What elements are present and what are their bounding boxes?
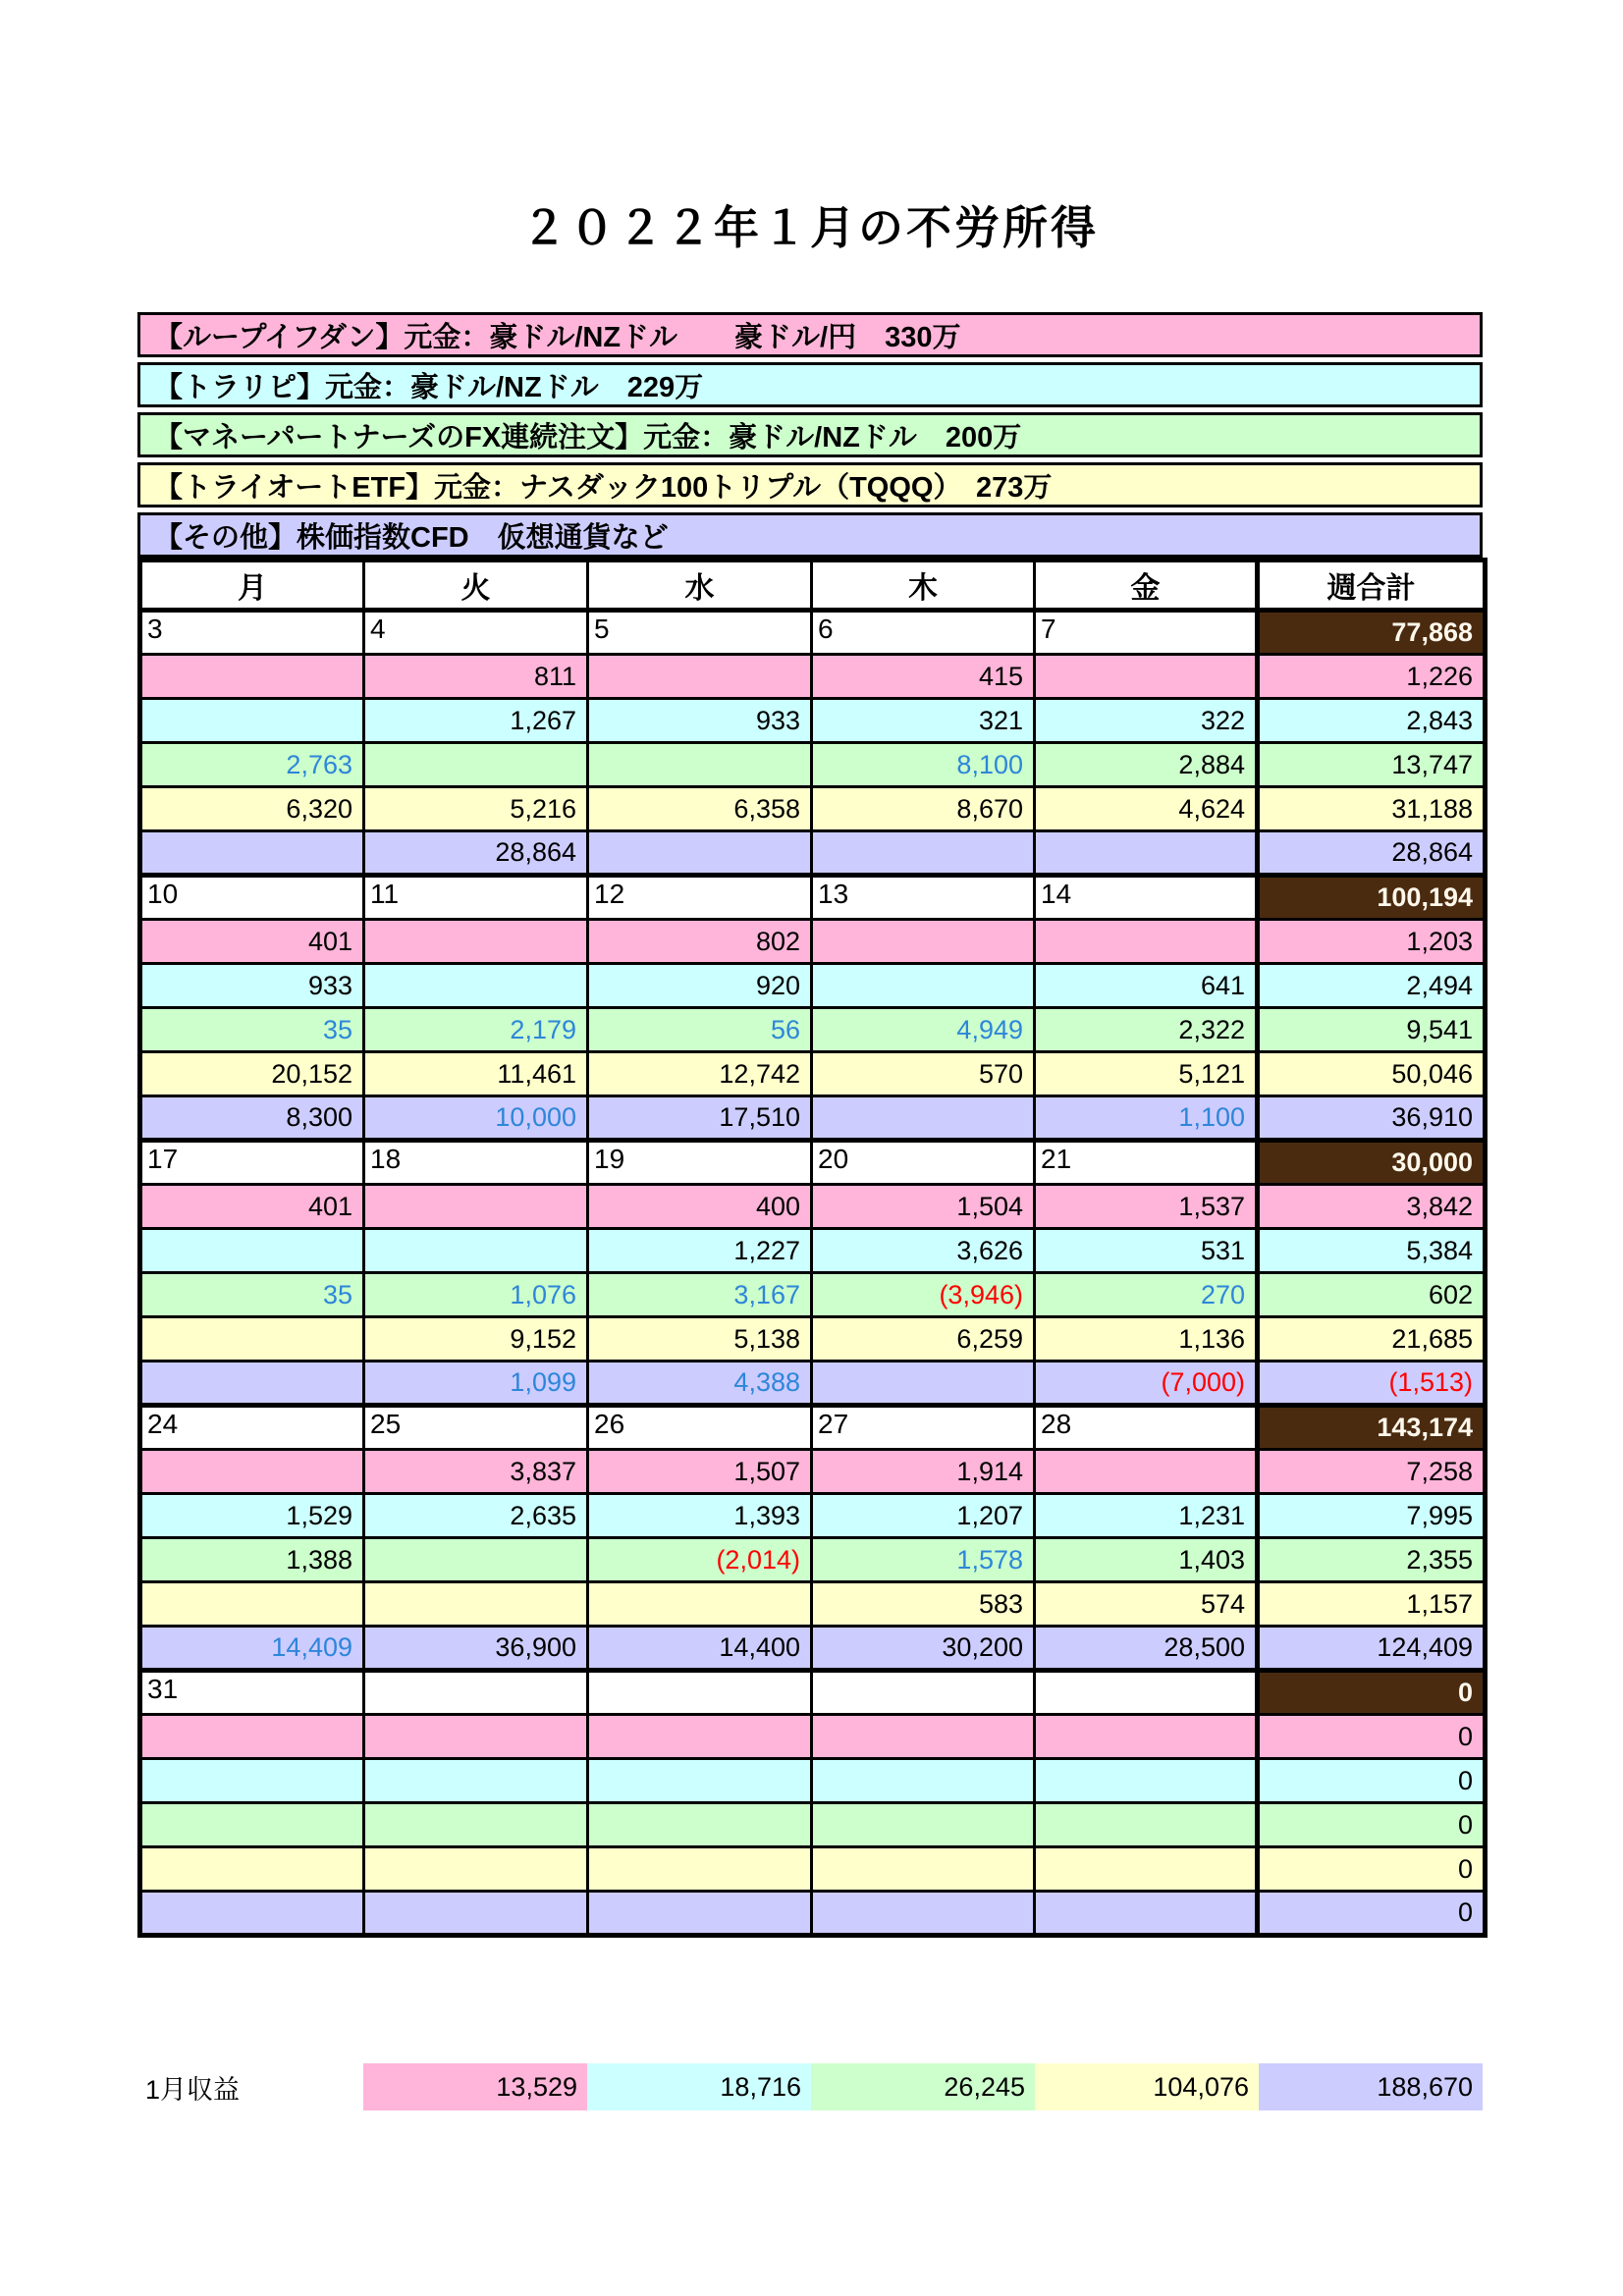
day-number-cell[interactable]: 21 [1035,1141,1258,1185]
income-cell-money-partners[interactable] [588,1803,812,1847]
category-row-toraripi [140,1494,1486,1538]
income-cell-sonota[interactable] [140,831,364,876]
summary-value-triauto-etf[interactable]: 104,076 [1035,2063,1259,2110]
row-total-cell-loop-ifudan[interactable]: 1,226 [1258,655,1486,699]
category-row-sonota [140,1627,1486,1671]
income-cell-sonota[interactable]: 4,388 [588,1362,812,1406]
legend-item-triauto-etf [137,462,1483,507]
row-total-cell-triauto-etf[interactable]: 0 [1258,1847,1486,1892]
category-row-money-partners [140,743,1486,787]
week-day-number-row [140,1671,1486,1715]
income-cell-triauto-etf[interactable] [588,1582,812,1627]
income-cell-triauto-etf[interactable] [588,1847,812,1892]
day-number-cell[interactable]: 18 [364,1141,588,1185]
income-calendar-table [137,558,1488,1938]
income-cell-sonota[interactable] [364,1892,588,1936]
day-number-cell[interactable]: 4 [364,611,588,655]
income-cell-toraripi[interactable]: 3,626 [812,1229,1035,1273]
income-cell-sonota[interactable]: 14,409 [140,1627,364,1671]
col-header-friday: 金 [1035,561,1258,611]
income-cell-money-partners[interactable]: 270 [1035,1273,1258,1317]
income-cell-money-partners[interactable]: 8,100 [812,743,1035,787]
income-cell-toraripi[interactable] [364,1229,588,1273]
day-number-cell[interactable]: 14 [1035,876,1258,920]
row-total-cell-toraripi[interactable]: 2,843 [1258,699,1486,743]
income-cell-money-partners[interactable] [588,743,812,787]
income-cell-money-partners[interactable] [812,1803,1035,1847]
col-header-monday: 月 [140,561,364,611]
day-number-cell[interactable]: 17 [140,1141,364,1185]
income-cell-money-partners[interactable]: 3,167 [588,1273,812,1317]
week-day-number-row [140,611,1486,655]
income-cell-money-partners[interactable]: 35 [140,1008,364,1052]
income-cell-money-partners[interactable]: 2,763 [140,743,364,787]
income-cell-sonota[interactable] [140,1892,364,1936]
income-cell-triauto-etf[interactable]: 12,742 [588,1052,812,1096]
income-cell-money-partners[interactable]: 1,403 [1035,1538,1258,1582]
summary-label: 1月収益 [137,2063,363,2110]
category-row-triauto-etf [140,1317,1486,1362]
income-cell-sonota[interactable] [1035,831,1258,876]
day-number-cell[interactable]: 26 [588,1406,812,1450]
income-cell-toraripi[interactable]: 2,635 [364,1494,588,1538]
category-row-money-partners [140,1538,1486,1582]
day-number-cell[interactable]: 19 [588,1141,812,1185]
income-cell-toraripi[interactable] [140,1229,364,1273]
income-cell-loop-ifudan[interactable]: 802 [588,920,812,964]
col-header-thursday: 木 [812,561,1035,611]
legend-label: 【トラリピ】元金：豪ドル/NZドル 229万 [154,371,704,403]
income-cell-loop-ifudan[interactable]: 415 [812,655,1035,699]
monthly-summary-row [137,2063,1483,2110]
income-cell-sonota[interactable] [1035,1892,1258,1936]
day-number-cell[interactable]: 6 [812,611,1035,655]
category-row-triauto-etf [140,1582,1486,1627]
income-cell-money-partners[interactable] [140,1803,364,1847]
row-total-cell-sonota[interactable]: 36,910 [1258,1096,1486,1141]
income-cell-sonota[interactable]: 1,100 [1035,1096,1258,1141]
income-cell-triauto-etf[interactable]: 6,358 [588,787,812,831]
legend-item-money-partners [137,412,1483,457]
income-cell-toraripi[interactable] [812,964,1035,1008]
income-cell-loop-ifudan[interactable] [1035,1450,1258,1494]
legend-label: 【トライオートETF】元金：ナスダック100トリプル（TQQQ） 273万 [154,471,1053,504]
calendar-header-row [140,561,1486,611]
income-cell-money-partners[interactable]: 2,884 [1035,743,1258,787]
income-cell-money-partners[interactable]: (3,946) [812,1273,1035,1317]
week-total-cell[interactable]: 143,174 [1258,1406,1486,1450]
category-row-toraripi [140,964,1486,1008]
income-cell-triauto-etf[interactable] [364,1847,588,1892]
legend-item-toraripi [137,362,1483,407]
category-row-triauto-etf [140,787,1486,831]
income-cell-triauto-etf[interactable] [140,1317,364,1362]
income-cell-sonota[interactable]: 10,000 [364,1096,588,1141]
day-number-cell[interactable]: 3 [140,611,364,655]
income-cell-loop-ifudan[interactable] [1035,1715,1258,1759]
row-total-cell-sonota[interactable]: 0 [1258,1892,1486,1936]
week-total-cell[interactable]: 100,194 [1258,876,1486,920]
income-cell-toraripi[interactable] [588,1759,812,1803]
day-number-cell[interactable]: 5 [588,611,812,655]
income-cell-money-partners[interactable]: 2,179 [364,1008,588,1052]
income-cell-toraripi[interactable]: 1,207 [812,1494,1035,1538]
category-row-loop-ifudan [140,1715,1486,1759]
income-cell-loop-ifudan[interactable] [812,1715,1035,1759]
col-header-wednesday: 水 [588,561,812,611]
day-number-cell[interactable]: 27 [812,1406,1035,1450]
income-cell-toraripi[interactable]: 1,393 [588,1494,812,1538]
legend [137,312,1483,562]
income-cell-loop-ifudan[interactable] [140,1715,364,1759]
income-cell-toraripi[interactable]: 321 [812,699,1035,743]
row-total-cell-loop-ifudan[interactable]: 1,203 [1258,920,1486,964]
row-total-cell-sonota[interactable]: (1,513) [1258,1362,1486,1406]
week-day-number-row [140,876,1486,920]
income-cell-triauto-etf[interactable]: 4,624 [1035,787,1258,831]
category-row-toraripi [140,1759,1486,1803]
category-row-sonota [140,1892,1486,1936]
income-cell-triauto-etf[interactable]: 20,152 [140,1052,364,1096]
day-number-cell[interactable]: 10 [140,876,364,920]
income-cell-loop-ifudan[interactable] [812,920,1035,964]
income-cell-loop-ifudan[interactable] [364,1715,588,1759]
row-total-cell-money-partners[interactable]: 602 [1258,1273,1486,1317]
legend-item-sonota [137,512,1483,558]
income-cell-sonota[interactable] [588,831,812,876]
income-cell-loop-ifudan[interactable] [364,920,588,964]
income-cell-triauto-etf[interactable]: 5,121 [1035,1052,1258,1096]
day-number-cell[interactable]: 13 [812,876,1035,920]
income-cell-triauto-etf[interactable]: 11,461 [364,1052,588,1096]
day-number-cell[interactable]: 7 [1035,611,1258,655]
income-cell-loop-ifudan[interactable] [588,655,812,699]
row-total-cell-toraripi[interactable]: 5,384 [1258,1229,1486,1273]
income-cell-money-partners[interactable]: 4,949 [812,1008,1035,1052]
income-cell-triauto-etf[interactable]: 9,152 [364,1317,588,1362]
income-cell-loop-ifudan[interactable]: 401 [140,1185,364,1229]
category-row-sonota [140,1362,1486,1406]
income-cell-loop-ifudan[interactable]: 1,507 [588,1450,812,1494]
summary-value-sonota[interactable]: 188,670 [1259,2063,1483,2110]
income-cell-triauto-etf[interactable]: 8,670 [812,787,1035,831]
income-cell-sonota[interactable]: 8,300 [140,1096,364,1141]
calendar-body [140,611,1486,1936]
income-cell-money-partners[interactable] [1035,1803,1258,1847]
income-cell-money-partners[interactable]: 2,322 [1035,1008,1258,1052]
legend-label: 【その他】株価指数CFD 仮想通貨など [154,521,669,554]
income-cell-toraripi[interactable]: 920 [588,964,812,1008]
income-cell-toraripi[interactable] [140,699,364,743]
income-cell-toraripi[interactable]: 933 [140,964,364,1008]
row-total-cell-loop-ifudan[interactable]: 3,842 [1258,1185,1486,1229]
income-cell-sonota[interactable] [588,1892,812,1936]
income-cell-loop-ifudan[interactable]: 1,504 [812,1185,1035,1229]
row-total-cell-triauto-etf[interactable]: 31,188 [1258,787,1486,831]
row-total-cell-loop-ifudan[interactable]: 0 [1258,1715,1486,1759]
row-total-cell-sonota[interactable]: 124,409 [1258,1627,1486,1671]
category-row-toraripi [140,699,1486,743]
income-cell-toraripi[interactable] [364,964,588,1008]
row-total-cell-money-partners[interactable]: 2,355 [1258,1538,1486,1582]
week-day-number-row [140,1406,1486,1450]
income-cell-sonota[interactable] [812,831,1035,876]
income-cell-triauto-etf[interactable]: 5,216 [364,787,588,831]
category-row-money-partners [140,1008,1486,1052]
col-header-week-total: 週合計 [1258,561,1486,611]
income-cell-sonota[interactable] [140,1362,364,1406]
summary-value-toraripi[interactable]: 18,716 [587,2063,811,2110]
category-row-loop-ifudan [140,1450,1486,1494]
row-total-cell-money-partners[interactable]: 13,747 [1258,743,1486,787]
income-cell-sonota[interactable] [812,1096,1035,1141]
row-total-cell-money-partners[interactable]: 9,541 [1258,1008,1486,1052]
category-row-sonota [140,831,1486,876]
legend-label: 【マネーパートナーズのFX連続注文】元金：豪ドル/NZドル 200万 [154,421,1022,454]
income-cell-toraripi[interactable] [364,1759,588,1803]
income-cell-loop-ifudan[interactable] [140,655,364,699]
income-cell-triauto-etf[interactable]: 1,136 [1035,1317,1258,1362]
income-cell-triauto-etf[interactable]: 6,259 [812,1317,1035,1362]
category-row-money-partners [140,1803,1486,1847]
row-total-cell-toraripi[interactable]: 2,494 [1258,964,1486,1008]
income-cell-triauto-etf[interactable] [140,1582,364,1627]
summary-value-money-partners[interactable]: 26,245 [811,2063,1035,2110]
income-cell-triauto-etf[interactable]: 574 [1035,1582,1258,1627]
day-number-cell[interactable] [812,1671,1035,1715]
income-cell-loop-ifudan[interactable]: 401 [140,920,364,964]
income-cell-money-partners[interactable]: 1,578 [812,1538,1035,1582]
income-cell-triauto-etf[interactable] [140,1847,364,1892]
income-cell-loop-ifudan[interactable] [588,1715,812,1759]
day-number-cell[interactable]: 31 [140,1671,364,1715]
legend-label: 【ループイフダン】元金：豪ドル/NZドル 豪ドル/円 330万 [154,321,961,353]
income-cell-money-partners[interactable]: 35 [140,1273,364,1317]
row-total-cell-triauto-etf[interactable]: 1,157 [1258,1582,1486,1627]
income-cell-toraripi[interactable]: 1,231 [1035,1494,1258,1538]
income-cell-money-partners[interactable]: 56 [588,1008,812,1052]
week-total-cell[interactable]: 0 [1258,1671,1486,1715]
day-number-cell[interactable]: 11 [364,876,588,920]
week-total-cell[interactable]: 30,000 [1258,1141,1486,1185]
week-total-cell[interactable]: 77,868 [1258,611,1486,655]
income-cell-toraripi[interactable]: 641 [1035,964,1258,1008]
income-cell-sonota[interactable] [812,1362,1035,1406]
income-cell-toraripi[interactable]: 1,227 [588,1229,812,1273]
summary-value-loop-ifudan[interactable]: 13,529 [363,2063,587,2110]
income-cell-toraripi[interactable] [1035,1759,1258,1803]
row-total-cell-loop-ifudan[interactable]: 7,258 [1258,1450,1486,1494]
income-cell-sonota[interactable]: 28,500 [1035,1627,1258,1671]
income-cell-sonota[interactable]: 14,400 [588,1627,812,1671]
row-total-cell-toraripi[interactable]: 7,995 [1258,1494,1486,1538]
income-cell-triauto-etf[interactable] [1035,1847,1258,1892]
row-total-cell-toraripi[interactable]: 0 [1258,1759,1486,1803]
income-cell-money-partners[interactable] [364,1538,588,1582]
income-cell-toraripi[interactable]: 531 [1035,1229,1258,1273]
day-number-cell[interactable]: 28 [1035,1406,1258,1450]
income-cell-loop-ifudan[interactable]: 1,914 [812,1450,1035,1494]
income-cell-sonota[interactable]: 36,900 [364,1627,588,1671]
day-number-cell[interactable]: 20 [812,1141,1035,1185]
category-row-loop-ifudan [140,655,1486,699]
income-cell-money-partners[interactable]: 1,388 [140,1538,364,1582]
income-cell-toraripi[interactable]: 1,529 [140,1494,364,1538]
day-number-cell[interactable] [1035,1671,1258,1715]
income-cell-triauto-etf[interactable]: 6,320 [140,787,364,831]
category-row-loop-ifudan [140,920,1486,964]
row-total-cell-triauto-etf[interactable]: 21,685 [1258,1317,1486,1362]
income-cell-money-partners[interactable]: 1,076 [364,1273,588,1317]
income-cell-loop-ifudan[interactable]: 400 [588,1185,812,1229]
income-cell-loop-ifudan[interactable] [140,1450,364,1494]
income-cell-triauto-etf[interactable]: 5,138 [588,1317,812,1362]
income-cell-toraripi[interactable]: 322 [1035,699,1258,743]
income-cell-sonota[interactable]: 1,099 [364,1362,588,1406]
col-header-tuesday: 火 [364,561,588,611]
week-day-number-row [140,1141,1486,1185]
day-number-cell[interactable] [588,1671,812,1715]
income-cell-toraripi[interactable]: 1,267 [364,699,588,743]
legend-item-loop-ifudan [137,312,1483,357]
income-cell-toraripi[interactable] [812,1759,1035,1803]
income-cell-toraripi[interactable]: 933 [588,699,812,743]
income-cell-toraripi[interactable] [140,1759,364,1803]
income-cell-sonota[interactable]: 17,510 [588,1096,812,1141]
income-cell-loop-ifudan[interactable]: 811 [364,655,588,699]
row-total-cell-money-partners[interactable]: 0 [1258,1803,1486,1847]
day-number-cell[interactable] [364,1671,588,1715]
income-cell-loop-ifudan[interactable] [364,1185,588,1229]
category-row-loop-ifudan [140,1185,1486,1229]
income-cell-triauto-etf[interactable]: 570 [812,1052,1035,1096]
income-cell-sonota[interactable]: (7,000) [1035,1362,1258,1406]
income-cell-sonota[interactable] [812,1892,1035,1936]
income-cell-money-partners[interactable]: (2,014) [588,1538,812,1582]
income-cell-sonota[interactable]: 30,200 [812,1627,1035,1671]
income-cell-loop-ifudan[interactable] [1035,655,1258,699]
category-row-money-partners [140,1273,1486,1317]
category-row-sonota [140,1096,1486,1141]
day-number-cell[interactable]: 25 [364,1406,588,1450]
income-cell-triauto-etf[interactable] [812,1847,1035,1892]
day-number-cell[interactable]: 24 [140,1406,364,1450]
income-cell-sonota[interactable]: 28,864 [364,831,588,876]
category-row-triauto-etf [140,1052,1486,1096]
category-row-toraripi [140,1229,1486,1273]
row-total-cell-sonota[interactable]: 28,864 [1258,831,1486,876]
income-cell-loop-ifudan[interactable]: 3,837 [364,1450,588,1494]
income-cell-money-partners[interactable] [364,1803,588,1847]
income-cell-triauto-etf[interactable] [364,1582,588,1627]
page-title: ２０２２年１月の不労所得 [521,202,1099,253]
income-cell-loop-ifudan[interactable]: 1,537 [1035,1185,1258,1229]
category-row-triauto-etf [140,1847,1486,1892]
income-cell-triauto-etf[interactable]: 583 [812,1582,1035,1627]
income-cell-money-partners[interactable] [364,743,588,787]
day-number-cell[interactable]: 12 [588,876,812,920]
income-cell-loop-ifudan[interactable] [1035,920,1258,964]
row-total-cell-triauto-etf[interactable]: 50,046 [1258,1052,1486,1096]
